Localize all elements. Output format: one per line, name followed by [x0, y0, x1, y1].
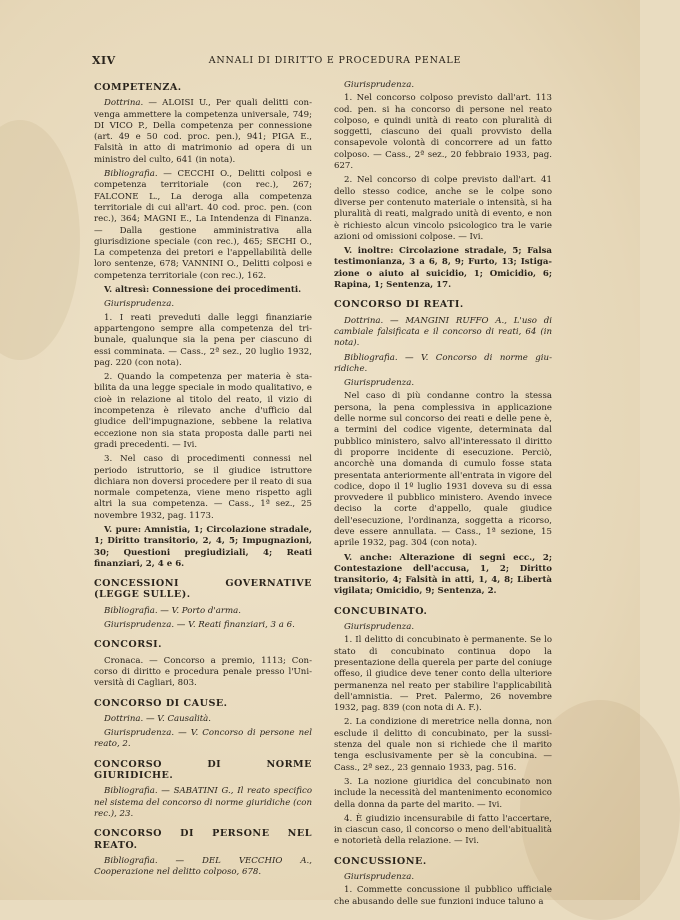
entry-paragraph: Dottrina. — ALOISI U., Per quali delitti convenga ammettere la competenza universale, 749; DI VICO P., Della competenza per connessione (art. 49 e 50 cod. proc. pen.), 941; PIGA E., Falsità in atto di matrimonio ad opera di un ministro del culto, 641 (in nota). — [94, 98, 312, 165]
entry-paragraph: 3. Nel caso di procedimenti connessi nel periodo istruttorio, se il giudice istruttore dichiara non doversi procedere per il reato di sua normale competenza, viene meno rispetto agli altri la sua competenza. — Cass., 1ª sez., 25 novembre 1932, pag. 1173. — [94, 454, 312, 521]
see-also: V. pure: Amnistia, 1; Circolazione stradale, 1; Diritto transitorio, 2, 4, 5; Impugnazioni, 30; Questioni pregiudiziali, 4; Reati finanziari, 2, 4 e 6. — [94, 524, 312, 569]
entry-paragraph: 3. La nozione giuridica del concubinato non include la necessità del mantenimento economico della donna da parte del marito. — Ivi. — [334, 776, 552, 810]
section-heading: CONCORSO DI CAUSE. — [94, 697, 228, 709]
page-number: XIV — [92, 54, 116, 67]
entry-line: Bibliografia. — V. Concorso di norme giuridiche. — [334, 352, 552, 374]
see-also: V. altresì: Connessione dei procedimenti. — [104, 285, 302, 296]
paper-stain — [0, 120, 80, 360]
entry-line: Giurisprudenza. — V. Reati finanziari, 3 a 6. — [104, 620, 295, 631]
entry-paragraph: 4. È giudizio incensurabile di fatto l'accertare, in ciascun caso, il concorso o meno dell'abitualità e notorietà della relazione. — Ivi. — [334, 813, 552, 847]
entry-paragraph: 1. Il delitto di concubinato è permanente. Se lo stato di concubinato continua dopo la presentazione della querela per parte del coniuge offeso, il giudice deve tener conto della ulteriore permanenza nel reato per stabilire l'applicabilità dell'amnistia. — Pret. Palermo, 26 novembre 1932, pag. 839 (con nota di A. F.). — [334, 635, 552, 714]
entry-line: Dottrina. — MANGINI RUFFO A., L'uso di cambiale falsificata e il concorso di reati, 64 (in nota). — [334, 315, 552, 349]
left-column — [94, 80, 312, 881]
entry-paragraph: Nel caso di più condanne contro la stessa persona, la pena complessiva in applicazione delle norme sul concorso dei reati e delle pene è, a termini del codice vigente, determinata dal pubblico ministero, salvo all'interessato il diritto di proporre incidente di esecuzione. Perciò, ancorchè una domanda di cumulo fosse stata presentata anteriormente all'entrata in vigore del codice, dopo il 1º luglio 1931 doveva su di essa provvedere il pubblico ministero. Avendo invece deciso la corte d'appello, quale giudice dell'esecuzione, l'ordinanza, soggetta a ricorso, deve essere annullata. — Cass., 1ª sezione, 15 aprile 1932, pag. 304 (con nota). — [334, 391, 552, 549]
section-heading: COMPETENZA. — [94, 82, 182, 93]
running-title: ANNALI DI DIRITTO E PROCEDURA PENALE — [208, 55, 462, 66]
entry-line: Bibliografia. — SABATINI G., Il reato specifico nel sistema del concorso di norme giuridiche (con rec.), 23. — [94, 786, 312, 819]
section-heading: CONCORSI. — [94, 639, 162, 651]
see-also: V. inoltre: Circolazione stradale, 5; Falsa testimonianza, 3 a 6, 8, 9; Furto, 13; Istigazione o aiuto al suicidio, 1; Omicidio, 6; Rapina, 1; Sentenza, 17. — [334, 246, 552, 291]
subheading: Giurisprudenza. — [344, 378, 415, 389]
section-heading: CONCUSSIONE. — [334, 855, 427, 867]
entry-paragraph: 1. I reati preveduti dalle leggi finanziarie appartengono sempre alla competenza del tribunale, qualunque sia la pena per ciascuno di essi comminata. — Cass., 2ª sez., 20 luglio 1932, pag. 220 (con nota). — [94, 312, 312, 368]
entry-paragraph: 2. Quando la competenza per materia è stabilita da una legge speciale in modo qualitativo, e cioè in relazione al titolo del reato, il vizio di incompetenza è rilevato anche d'ufficio dal giudice dell'impugnazione, sebbene la relativa eccezione non sia stata proposta dalle parti nei gradi precedenti. — Ivi. — [94, 372, 312, 450]
subheading: Giurisprudenza. — [344, 872, 415, 882]
subheading: Giurisprudenza. — [344, 622, 415, 633]
section-heading: CONCORSO DI PERSONE NEL REATO. — [94, 828, 312, 851]
entry-paragraph: 2. Nel concorso di colpe previsto dall'art. 41 dello stesso codice, anche se le colpe sono diverse per contenuto materiale o intensità, si ha pluralità di reati, malgrado unità di evento, e non è richiesto alcun vincolo psicologico tra le varie azioni od omissioni colpose. — Ivi. — [334, 175, 552, 242]
section-heading: CONCORSO DI NORME GIURIDICHE. — [94, 758, 312, 782]
running-header — [92, 54, 578, 68]
entry-line: Bibliografia. — V. Porto d'arma. — [104, 605, 241, 616]
entry-paragraph: 1. Commette concussione il pubblico ufficiale che abusando delle sue funzioni induce taluno a — [334, 885, 552, 907]
section-heading: CONCUBINATO. — [334, 605, 428, 617]
entry-paragraph: 2. La condizione di meretrice nella donna, non esclude il delitto di concubinato, per la sussistenza del quale non si richiede che il marito tenga esclusivamente per sè la concubina. — Cass., 2ª sez., 23 gennaio 1933, pag. 516. — [334, 717, 552, 773]
entry-line: Cronaca. — Concorso a premio, 1113; Concorso di diritto e procedura penale presso l'Università di Cagliari, 803. — [94, 655, 312, 689]
see-also: V. anche: Alterazione di segni ecc., 2; Contestazione dell'accusa, 1, 2; Diritto transitorio, 4; Falsità in atti, 1, 4, 8; Libertà vigilata; Omicidio, 9; Sentenza, 2. — [334, 552, 552, 597]
section-heading: CONCESSIONI GOVERNATIVE (LEGGE SULLE). — [94, 578, 312, 601]
right-column — [334, 80, 552, 911]
entry-paragraph: 1. Nel concorso colposo previsto dall'art. 113 cod. pen. si ha concorso di persone nel reato colposo, e quindi unità di reato con pluralità di soggetti, ciascuno dei quali provvisto della consapevole volontà di concorrere ad un fatto colposo. — Cass., 2ª sez., 20 febbraio 1933, pag. 627. — [334, 93, 552, 172]
subheading: Giurisprudenza. — [104, 299, 175, 310]
section-heading: CONCORSO DI REATI. — [334, 299, 464, 311]
entry-line: Dottrina. — V. Causalità. — [104, 713, 212, 724]
entry-paragraph: Bibliografia. — CECCHI O., Delitti colposi e competenza territoriale (con rec.), 267; FALCONE L., La deroga alla competenza territoriale di cui all'art. 40 cod. proc. pen. (con rec.), 364; MAGNI E., La Intendenza di Finanza. — Dalla gestione amministrativa alla giurisdizione speciale (con rec.), 465; SECHI O., La competenza dei pretori e l'appellabilità delle loro sentenze, 678; VANNINI O., Delitti colposi e competenza territoriale (con rec.), 162. — [94, 169, 312, 281]
entry-line: Bibliografia. — DEL VECCHIO A., Cooperazione nel delitto colposo, 678. — [94, 855, 312, 878]
entry-line: Giurisprudenza. — V. Concorso di persone nel reato, 2. — [94, 728, 312, 750]
subheading: Giurisprudenza. — [344, 80, 415, 90]
